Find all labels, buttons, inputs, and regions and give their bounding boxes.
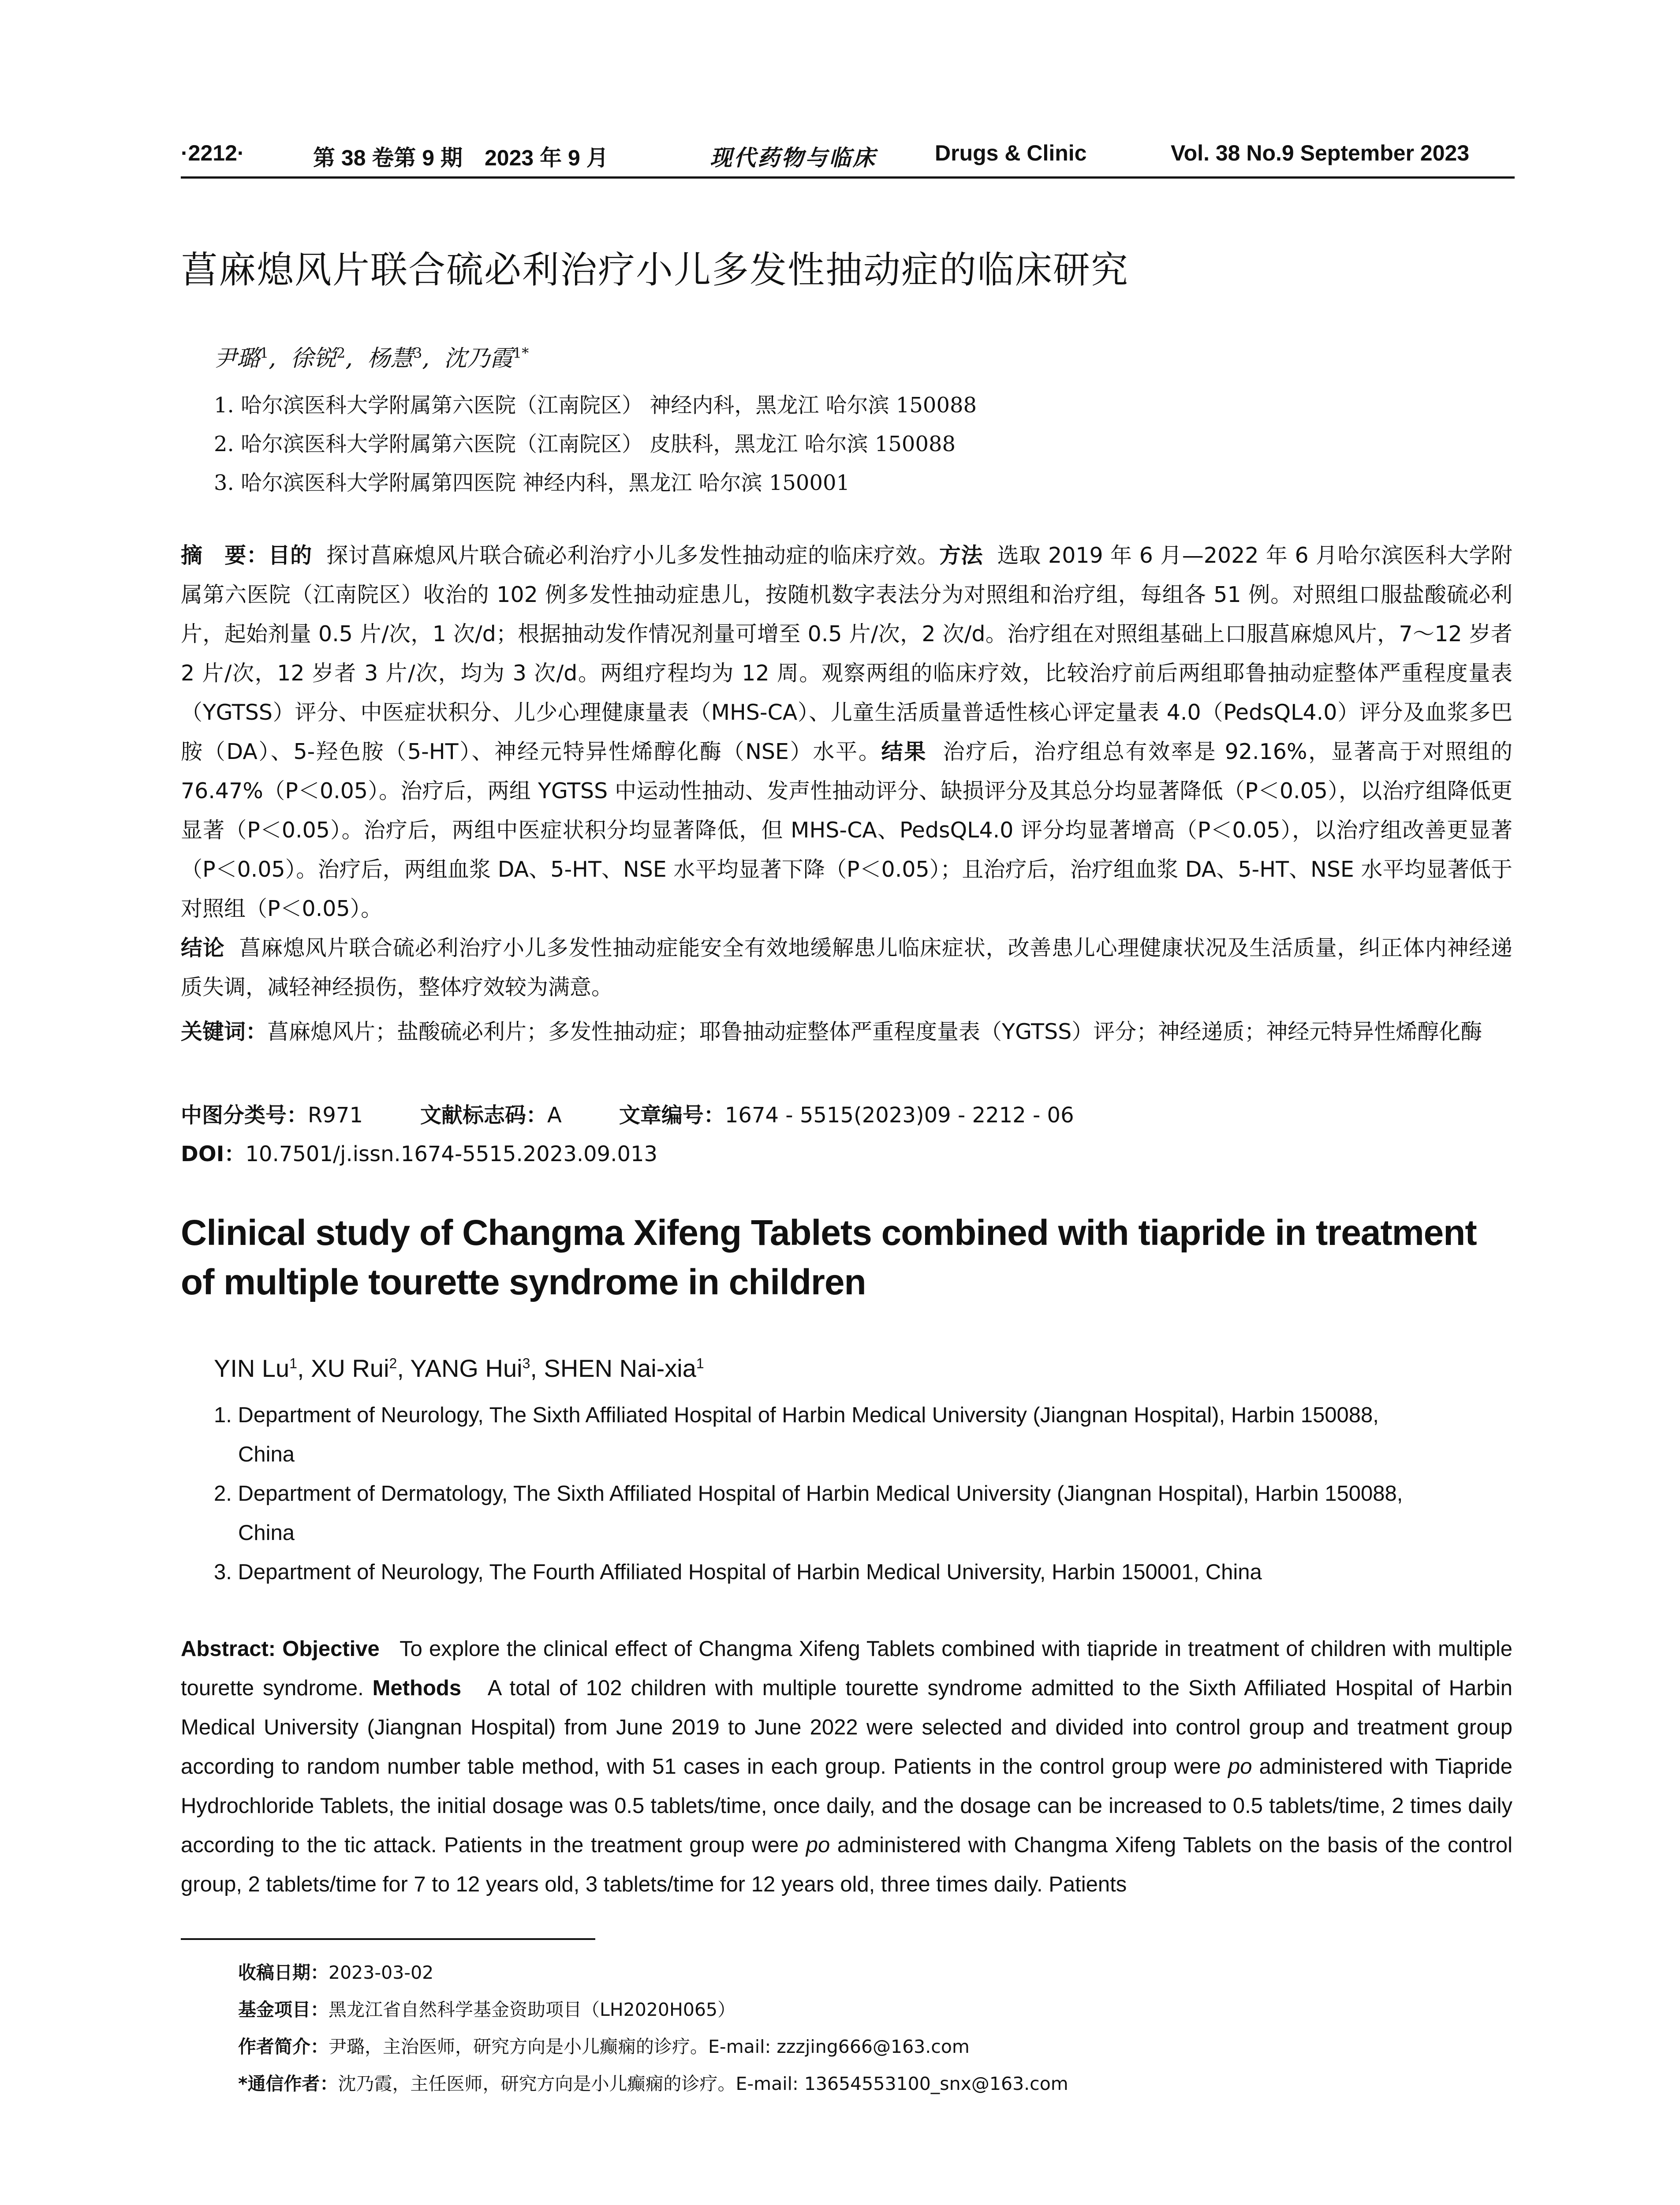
abstract-cn bbox=[181, 536, 1512, 1007]
methods-label: 方法 bbox=[939, 543, 983, 568]
running-header bbox=[181, 140, 1512, 176]
affiliation-en-line: 1. Department of Neurology, The Sixth Affiliated Hospital of Harbin Medical University (Jiangnan Hospital), Harbin 150088, bbox=[214, 1403, 1379, 1427]
results-label: 结果 bbox=[881, 739, 927, 764]
footnote-corresponding bbox=[238, 2069, 1068, 2095]
affiliation-cn: 1. 哈尔滨医科大学附属第六医院（江南院区） 神经内科，黑龙江 哈尔滨 150088 bbox=[214, 393, 977, 418]
author-aff-mark: 1 bbox=[289, 1355, 297, 1372]
affiliation-cn: 3. 哈尔滨医科大学附属第四医院 神经内科，黑龙江 哈尔滨 150001 bbox=[214, 471, 850, 495]
footnote-received bbox=[238, 1958, 433, 1984]
author-aff-mark: 1 bbox=[696, 1355, 704, 1372]
affiliation-en-line: 2. Department of Dermatology, The Sixth Affiliated Hospital of Harbin Medical University (Jiangnan Hospital), Harbin 150088, bbox=[214, 1482, 1403, 1506]
author-en: XU Rui bbox=[311, 1354, 389, 1382]
author-aff-mark: 1 bbox=[260, 344, 269, 362]
methods-en-text: administered with Changma Xifeng Tablets on the basis of the control group, 2 tablets/time for 7 to 12 years old, 3 tablets/time for 12 years old, three times daily. Patients bbox=[181, 1833, 1512, 1896]
footnote-text: 沈乃霞，主任医师，研究方向是小儿癫痫的诊疗。E-mail: 13654553100_snx@163.com bbox=[338, 2073, 1068, 2094]
author-en: SHEN Nai-xia bbox=[544, 1354, 696, 1382]
doi-value[interactable]: 10.7501/j.issn.1674-5515.2023.09.013 bbox=[245, 1142, 658, 1166]
footnote-text: 黑龙江省自然科学基金资助项目（LH2020H065） bbox=[329, 1999, 736, 2020]
objective-en-text: To explore the clinical effect of Changma Xifeng Tablets combined with tiapride in treatment of children with multiple tourette syndrome. bbox=[181, 1637, 1512, 1700]
methods-text: 选取 2019 年 6 月—2022 年 6 月哈尔滨医科大学附属第六医院（江南院区）收治的 102 例多发性抽动症患儿，按随机数字表法分为对照组和治疗组，每组各 51 例。对照组口服盐酸硫必利片，起始剂量 0.5 片/次，1 次/d；根据抽动发作情况剂量可增至 0.5 片/次，2 次/d。治疗组在对照组基础上口服菖麻熄风片，7～12 岁者 2 片/次，12 岁者 3 片/次，均为 3 次/d。两组疗程均为 12 周。观察两组的临床疗效，比较治疗前后两组耶鲁抽动症整体严重程度量表（YGTSS）评分、中医症状积分、儿少心理健康量表（MHS-CA）、儿童生活质量普适性核心评定量表 4.0（PedsQL4.0）评分及血浆多巴胺（DA）、5-羟色胺（5-HT）、神经元特异性烯醇化酶（NSE）水平。 bbox=[181, 543, 1512, 764]
authors-cn: 尹璐$^1$, 徐锐$^2$, 杨慧$^3$, 沈乃霞$^{1*}$ bbox=[214, 344, 529, 372]
affiliation-en-line: China bbox=[238, 1443, 295, 1466]
keywords-text: 菖麻熄风片；盐酸硫必利片；多发性抽动症；耶鲁抽动症整体严重程度量表（YGTSS）评分；神经递质；神经元特异性烯醇化酶 bbox=[267, 1019, 1482, 1044]
po-term: po bbox=[806, 1833, 830, 1857]
clc-value: R971 bbox=[308, 1103, 363, 1128]
author-en: YANG Hui bbox=[410, 1354, 523, 1382]
footnote-label: 作者简介： bbox=[238, 2036, 329, 2057]
footnote-text: 尹璐，主治医师，研究方向是小儿癫痫的诊疗。E-mail: zzzjing666@163.com bbox=[329, 2036, 970, 2057]
objective-en-label: Objective bbox=[282, 1637, 380, 1661]
author-cn: 杨慧 bbox=[367, 345, 413, 372]
objective-label: 目的 bbox=[268, 543, 312, 568]
author-aff-mark: 3 bbox=[413, 344, 422, 362]
classification-line bbox=[181, 1098, 1074, 1129]
author-cn: 徐锐 bbox=[290, 345, 336, 372]
footnote-label: 收稿日期： bbox=[238, 1962, 329, 1983]
po-term: po bbox=[1228, 1755, 1252, 1779]
affiliation-en-line: 3. Department of Neurology, The Fourth Affiliated Hospital of Harbin Medical University, Harbin 150001, China bbox=[214, 1560, 1262, 1584]
methods-en-text: A total of 102 children with multiple tourette syndrome admitted to the Sixth Affiliated Hospital of Harbin Medical University (Jiangnan Hospital) from June 2019 to June 2022 were selected and divided into control group and treatment group according to random number table method, with 51 cases in each group. Patients in the control group were bbox=[181, 1676, 1512, 1779]
doi-line bbox=[181, 1137, 657, 1167]
footnote-label: 基金项目： bbox=[238, 1999, 329, 2020]
doi-label: DOI： bbox=[181, 1142, 246, 1166]
author-aff-mark: 3 bbox=[522, 1355, 530, 1372]
article-no-value: 1674 - 5515(2023)09 - 2212 - 06 bbox=[724, 1103, 1074, 1128]
keywords-cn bbox=[181, 1012, 1512, 1051]
footnote-text: 2023-03-02 bbox=[329, 1962, 434, 1983]
volume-issue-en: Vol. 38 No.9 September 2023 bbox=[1171, 141, 1470, 165]
affiliation-cn: 2. 哈尔滨医科大学附属第六医院（江南院区） 皮肤科，黑龙江 哈尔滨 150088 bbox=[214, 432, 956, 456]
methods-en-text: administered with Tiapride Hydrochloride Tablets, the initial dosage was 0.5 tablets/time, once daily, and the dosage can be increased to 0.5 tablets/time, 2 times daily according to the tic attack. Patients in the treatment group were bbox=[181, 1755, 1512, 1857]
affiliation-en bbox=[214, 1396, 1515, 1474]
footnote-author-bio bbox=[238, 2032, 970, 2058]
doc-code-label: 文献标志码： bbox=[420, 1103, 547, 1128]
clc-label: 中图分类号： bbox=[181, 1103, 308, 1128]
affiliation-en bbox=[214, 1474, 1515, 1553]
header-rule bbox=[181, 176, 1515, 179]
affiliation-en-line: China bbox=[238, 1521, 295, 1545]
footnote-rule bbox=[181, 1938, 595, 1940]
author-en: YIN Lu bbox=[214, 1354, 290, 1382]
title-cn: 菖麻熄风片联合硫必利治疗小儿多发性抽动症的临床研究 bbox=[181, 248, 1129, 292]
title-en: Clinical study of Changma Xifeng Tablets combined with tiapride in treatment of multiple tourette syndrome in children bbox=[181, 1213, 1477, 1302]
objective-text: 探讨菖麻熄风片联合硫必利治疗小儿多发性抽动症的临床疗效。 bbox=[326, 543, 939, 568]
journal-name-en: Drugs & Clinic bbox=[935, 141, 1087, 165]
author-aff-mark: 2 bbox=[389, 1355, 397, 1372]
results-text: 治疗后，治疗组总有效率是 92.16%，显著高于对照组的 76.47%（P＜0.05）。治疗后，两组 YGTSS 中运动性抽动、发声性抽动评分、缺损评分及其总分均显著降低（P＜0.05），以治疗组降低更显著（P＜0.05）。治疗后，两组中医症状积分均显著降低，但 MHS-CA、PedsQL4.0 评分均显著增高（P＜0.05），以治疗组改善更显著（P＜0.05）。治疗后，两组血浆 DA、5-HT、NSE 水平均显著下降（P＜0.05）；且治疗后，治疗组血浆 DA、5-HT、NSE 水平均显著低于对照组（P＜0.05）。 bbox=[181, 739, 1512, 921]
conclusion-label: 结论 bbox=[181, 935, 225, 960]
abstract-label: 摘 要： bbox=[181, 543, 269, 568]
author-cn: 尹璐 bbox=[214, 345, 260, 372]
methods-en-label: Methods bbox=[372, 1676, 462, 1700]
abstract-en bbox=[181, 1629, 1512, 1904]
keywords-label: 关键词： bbox=[181, 1019, 268, 1044]
author-cn: 沈乃霞 bbox=[444, 345, 513, 372]
footnote-label: *通信作者： bbox=[238, 2073, 338, 2094]
conclusion-text: 菖麻熄风片联合硫必利治疗小儿多发性抽动症能安全有效地缓解患儿临床症状，改善患儿心理健康状况及生活质量，纠正体内神经递质失调，减轻神经损伤，整体疗效较为满意。 bbox=[181, 935, 1512, 1000]
author-aff-mark: 1* bbox=[512, 344, 529, 362]
abstract-en-label: Abstract: bbox=[181, 1637, 283, 1661]
footnote-fund bbox=[238, 1995, 735, 2021]
page-number: ·2212· bbox=[181, 141, 245, 165]
article-no-label: 文章编号： bbox=[619, 1103, 725, 1128]
authors-en: YIN Lu$^1$, XU Rui$^2$, YANG Hui$^3$, SHEN Nai-xia$^1$ bbox=[214, 1354, 704, 1382]
volume-issue-cn: 第 38 卷第 9 期 2023 年 9 月 bbox=[313, 146, 609, 170]
affiliation-en bbox=[214, 1553, 1515, 1592]
author-aff-mark: 2 bbox=[336, 344, 346, 362]
journal-name-cn: 现代药物与临床 bbox=[710, 145, 877, 171]
doc-code-value: A bbox=[547, 1103, 562, 1128]
